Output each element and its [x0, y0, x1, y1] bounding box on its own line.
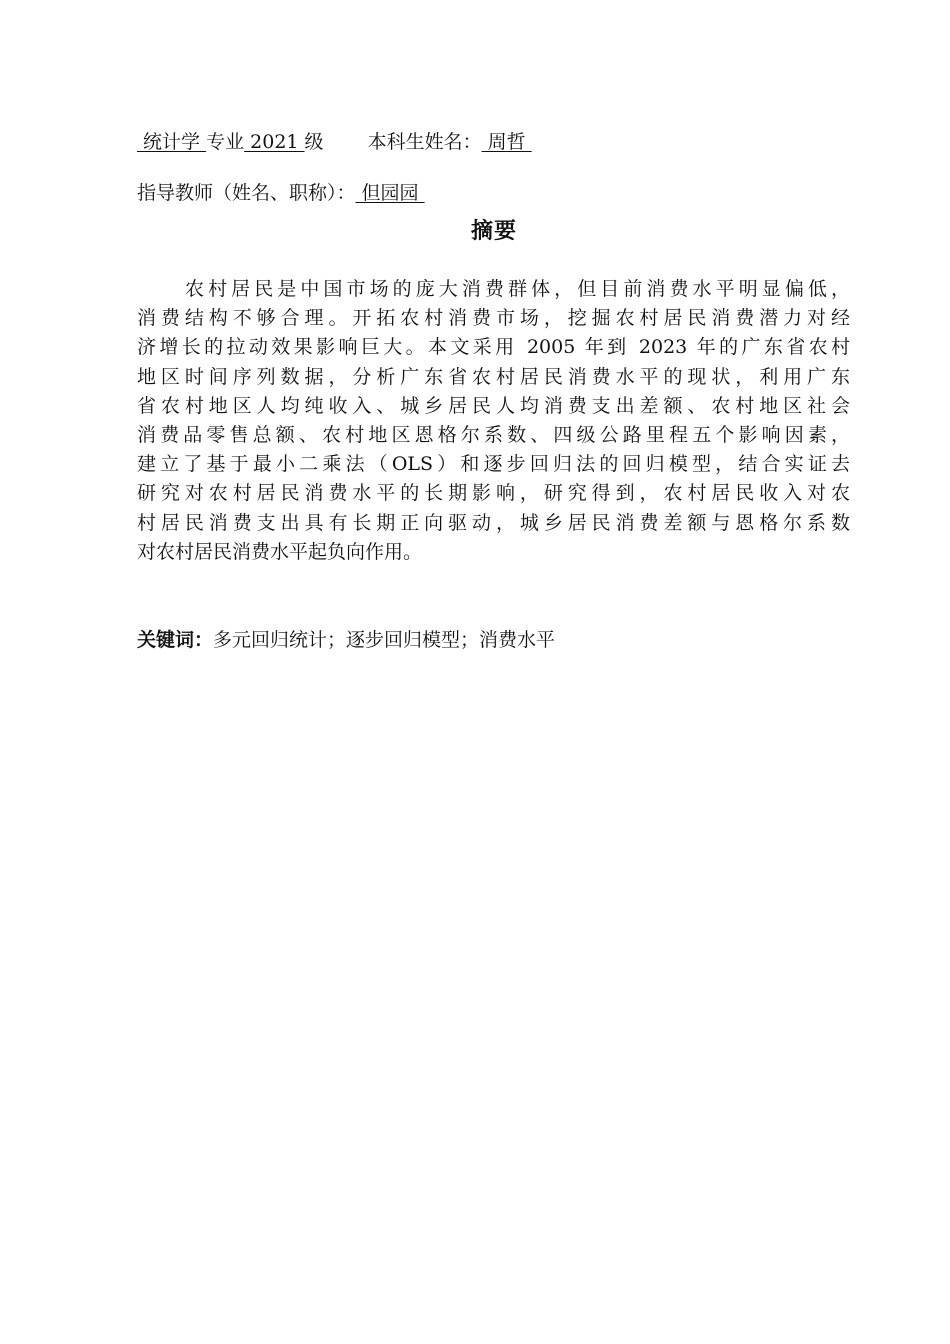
abstract-line: 农村居民是中国市场的庞大消费群体，但目前消费水平明显偏低， [185, 278, 850, 300]
student-name-value: 周哲 [481, 131, 532, 153]
keywords-text: 多元回归统计；逐步回归模型；消费水平 [213, 629, 556, 651]
student-info-line [137, 130, 532, 154]
abstract-line: 消费品零售总额、农村地区恩格尔系数、四级公路里程五个影响因素， [137, 423, 850, 446]
major-label: 专业 [206, 131, 245, 153]
grade-value: 2021 [244, 131, 305, 153]
student-name-label: 本科生姓名： [367, 131, 482, 153]
abstract-line: 研究对农村居民消费水平的长期影响，研究得到，农村居民收入对农 [137, 482, 850, 505]
advisor-value: 但园园 [355, 182, 425, 204]
abstract-line: 消费结构不够合理。开拓农村消费市场，挖掘农村居民消费潜力对经 [137, 307, 850, 330]
major-value: 统计学 [137, 131, 207, 153]
abstract-line: 省农村地区人均纯收入、城乡居民人均消费支出差额、农村地区社会 [137, 394, 850, 417]
abstract-line: 地区时间序列数据，分析广东省农村居民消费水平的现状，利用广东 [137, 365, 850, 388]
abstract-line: 济增长的拉动效果影响巨大。本文采用 2005 年到 2023 年的广东省农村 [137, 336, 850, 359]
advisor-info-line [137, 181, 425, 205]
abstract-line: 对农村居民消费水平起负向作用。 [137, 540, 423, 563]
abstract-title: 摘要 [470, 219, 517, 244]
advisor-label: 指导教师（姓名、职称）： [137, 182, 356, 204]
abstract-line: 村居民消费支出具有长期正向驱动，城乡居民消费差额与恩格尔系数 [137, 511, 850, 534]
grade-label: 级 [304, 131, 324, 153]
abstract-line: 建立了基于最小二乘法（OLS）和逐步回归法的回归模型，结合实证去 [137, 453, 850, 476]
keywords-label: 关键词： [137, 629, 214, 651]
keywords-line [137, 627, 555, 653]
abstract-body [137, 275, 850, 567]
